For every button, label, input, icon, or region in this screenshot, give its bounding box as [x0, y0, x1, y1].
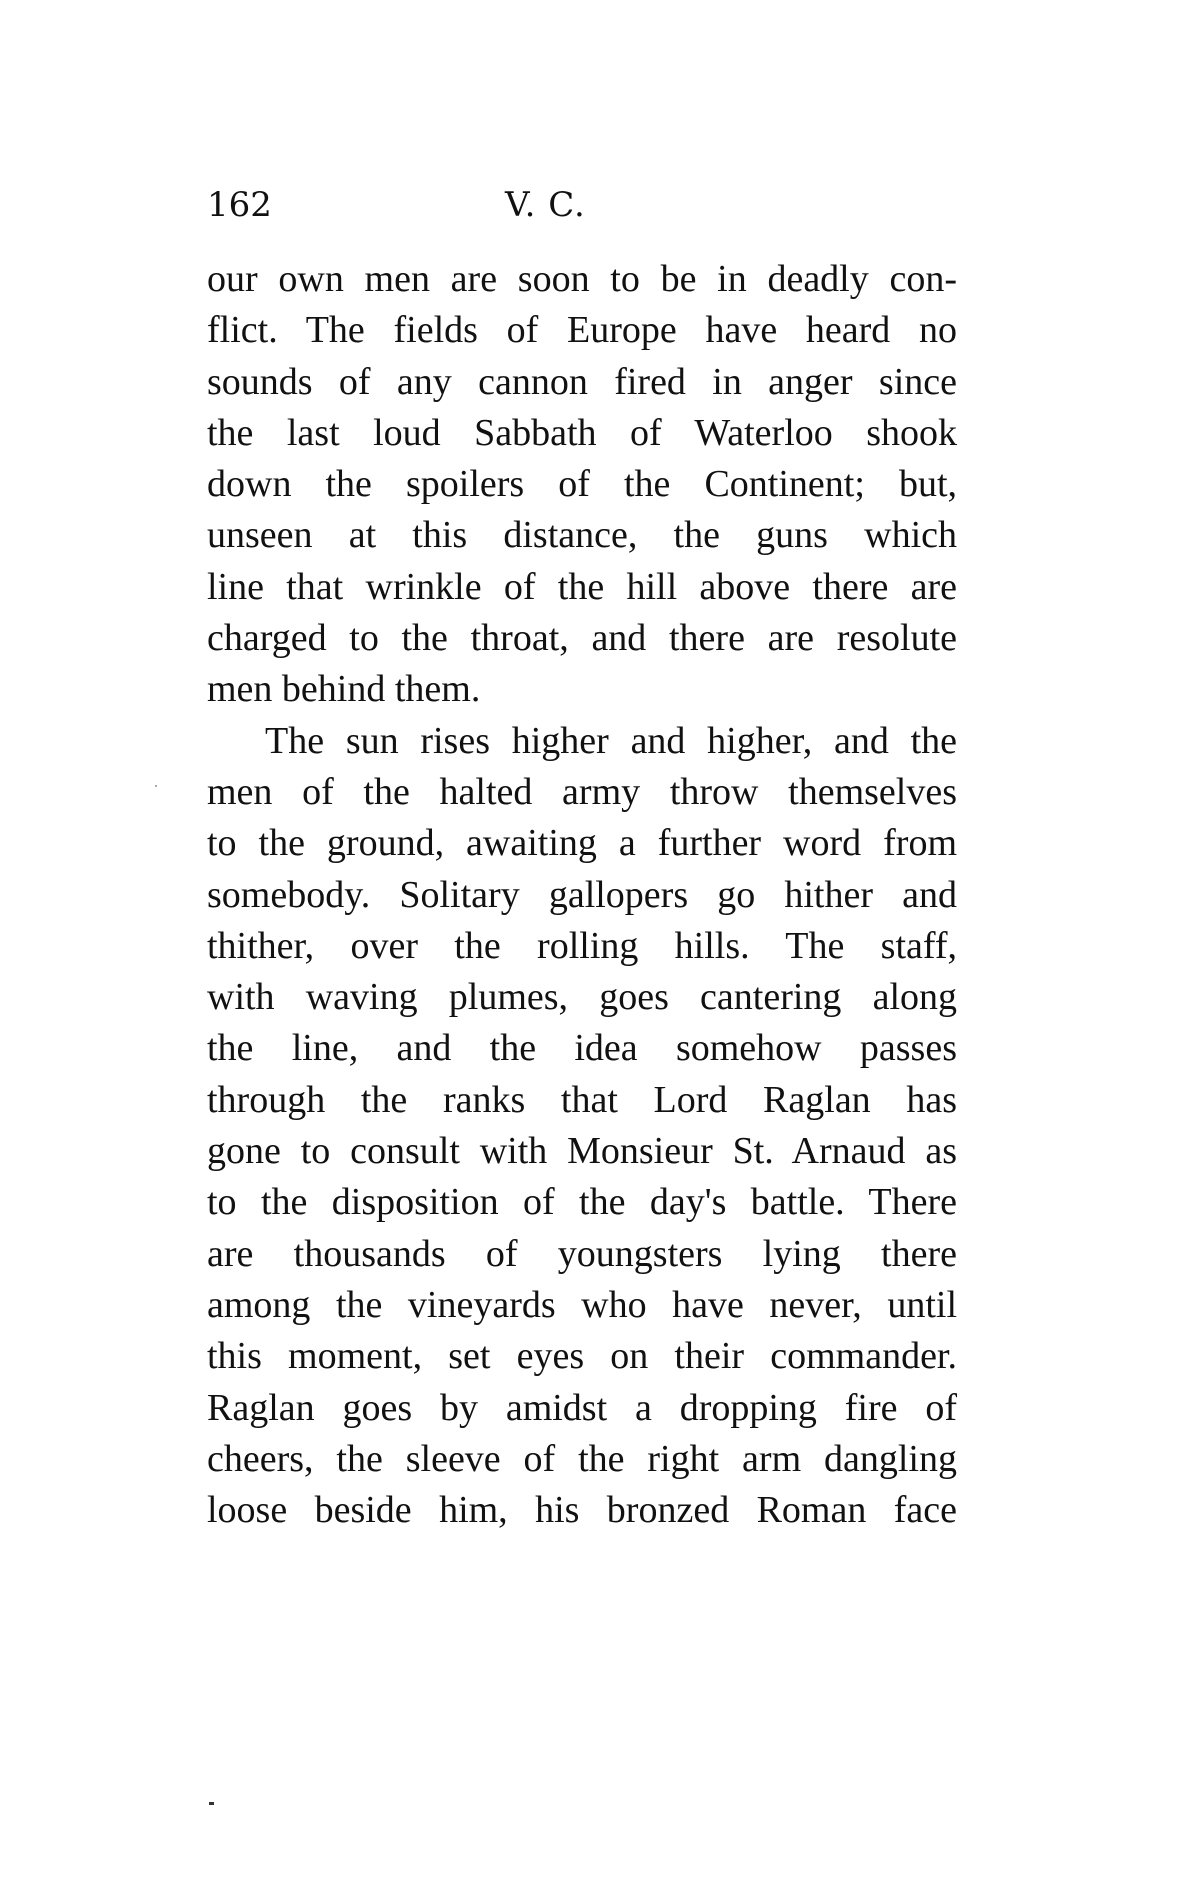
text-line: thither, over the rolling hills. The staff, — [207, 924, 957, 967]
text-line: Raglan goes by amidst a dropping fire of — [207, 1386, 957, 1429]
text-line: sounds of any cannon fired in anger since — [207, 360, 957, 403]
text-line: with waving plumes, goes cantering along — [207, 976, 957, 1019]
text-line: among the vineyards who have never, until — [207, 1283, 957, 1326]
page-header — [207, 180, 967, 230]
text-line: the line, and the idea somehow passes — [207, 1027, 957, 1070]
text-line: through the ranks that Lord Raglan has — [207, 1078, 957, 1121]
scan-speck — [209, 1802, 214, 1805]
text-line: charged to the throat, and there are resolute — [207, 617, 957, 660]
paragraph — [207, 716, 957, 1537]
running-head: V. C. — [505, 185, 586, 225]
text-line: to the ground, awaiting a further word from — [207, 822, 957, 865]
paragraph — [207, 254, 957, 716]
text-line: flict. The fields of Europe have heard no — [207, 309, 957, 352]
text-line: somebody. Solitary gallopers go hither and — [207, 873, 957, 916]
text-line: loose beside him, his bronzed Roman face — [207, 1489, 957, 1532]
text-line: unseen at this distance, the guns which — [207, 514, 957, 557]
page-number: 162 — [207, 185, 272, 225]
body-text — [207, 254, 957, 1536]
text-line: The sun rises higher and higher, and the — [265, 719, 957, 762]
text-line: cheers, the sleeve of the right arm dangling — [207, 1437, 957, 1480]
text-line: this moment, set eyes on their commander. — [207, 1335, 957, 1378]
text-line: line that wrinkle of the hill above there are — [207, 565, 957, 608]
text-line: are thousands of youngsters lying there — [207, 1232, 957, 1275]
scan-speck — [155, 785, 157, 787]
text-line: men of the halted army throw themselves — [207, 770, 957, 813]
text-line: to the disposition of the day's battle. There — [207, 1181, 957, 1224]
text-line: our own men are soon to be in deadly con- — [207, 258, 957, 300]
text-line: down the spoilers of the Continent; but, — [207, 463, 957, 506]
text-line: gone to consult with Monsieur St. Arnaud as — [207, 1130, 957, 1173]
text-line: the last loud Sabbath of Waterloo shook — [207, 411, 957, 454]
text-line: men behind them. — [207, 668, 481, 711]
